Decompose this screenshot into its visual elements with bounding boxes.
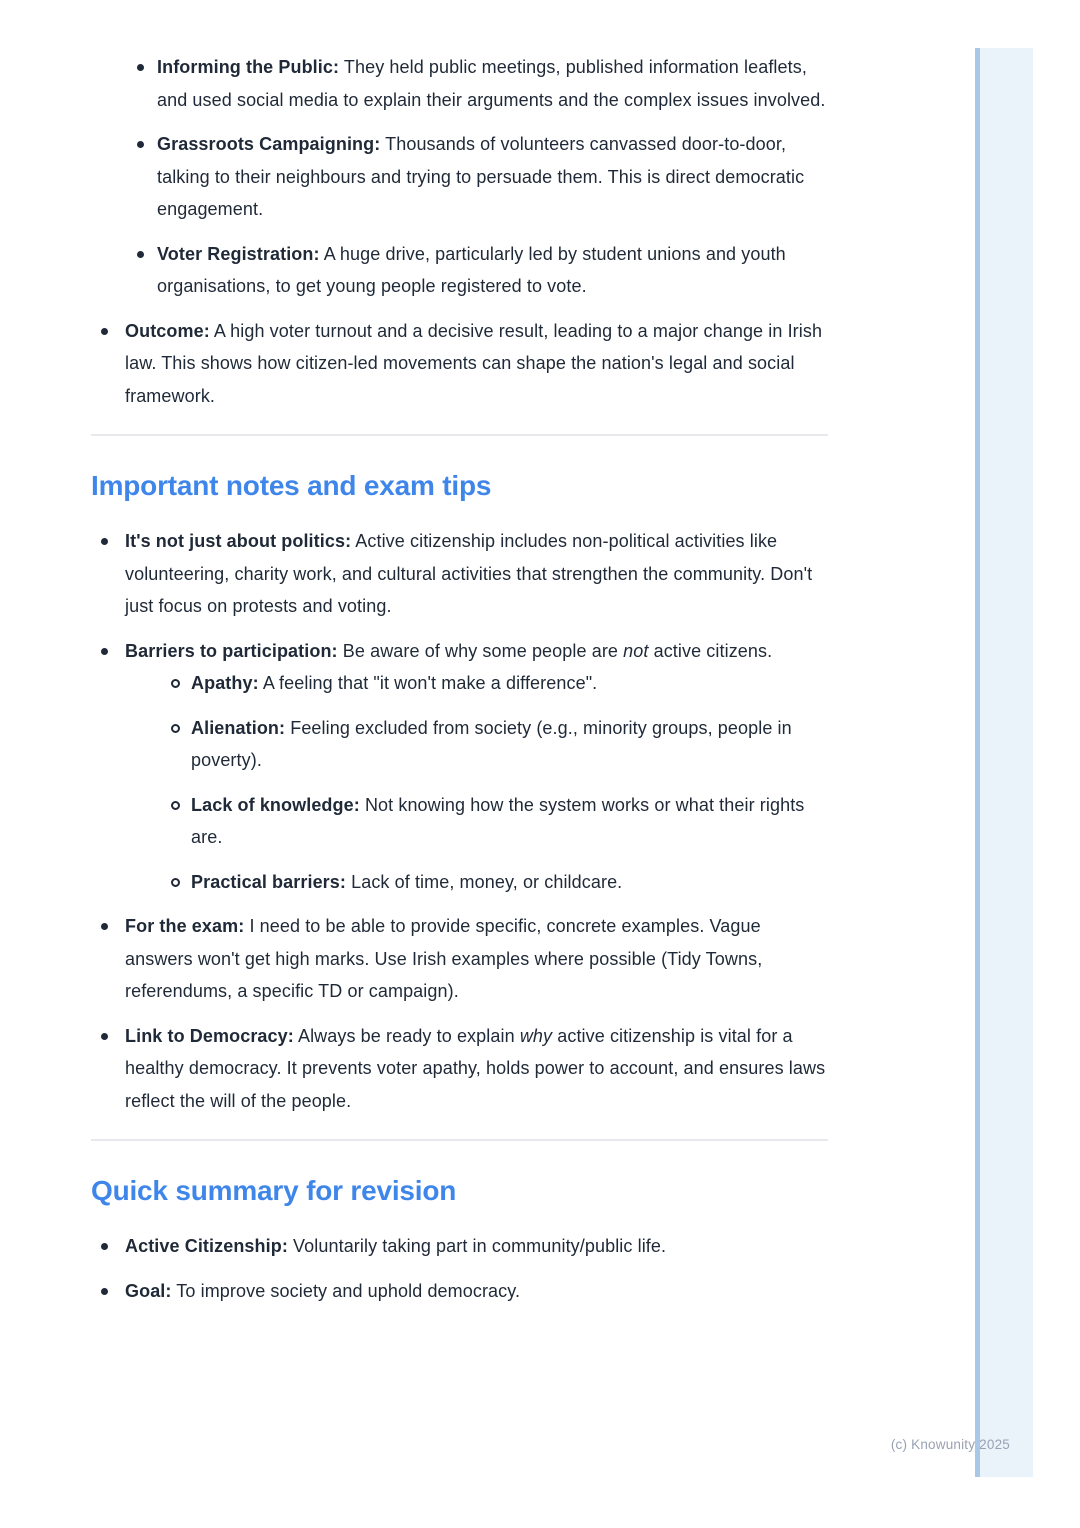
list-item [91, 238, 828, 303]
section-divider [91, 434, 828, 436]
item-lead: It's not just about politics: [125, 531, 352, 551]
item-lead: Apathy: [191, 673, 259, 693]
barriers-sub-list [125, 667, 828, 898]
list-item [125, 789, 828, 854]
notes-list [91, 525, 828, 1117]
list-item [91, 1230, 828, 1263]
item-lead: Voter Registration: [157, 243, 320, 264]
item-text: Thousands of volunteers canvassed door-to-door, talking to their neighbours and trying to persuade them. This is direct democratic engagement. [157, 134, 805, 219]
item-text: They held public meetings, published information leaflets, and used social media to explain their arguments and the complex issues involved. [157, 57, 826, 110]
page-right-border-strip [975, 48, 1033, 1477]
section-divider [91, 1139, 828, 1141]
list-item [91, 1275, 828, 1308]
item-text: A feeling that "it won't make a difference". [262, 673, 598, 693]
item-emphasis: not [623, 640, 649, 661]
list-item [91, 910, 828, 1008]
summary-list [91, 1230, 828, 1307]
section-heading-notes: Important notes and exam tips [91, 470, 492, 501]
item-text: Always be ready to explain [297, 1025, 515, 1046]
list-item [91, 128, 828, 226]
item-emphasis: why [519, 1025, 553, 1046]
item-lead: Link to Democracy: [125, 1025, 294, 1046]
campaign-methods-sub-list [91, 51, 828, 303]
item-text: active citizens. [653, 640, 773, 661]
item-lead: Lack of knowledge: [191, 794, 360, 815]
item-lead: Goal: [125, 1280, 172, 1301]
list-item [91, 635, 828, 899]
item-text: active citizenship is vital for a healthy democracy. It prevents voter apathy, holds power to account, and ensures laws reflect the will of the people. [125, 1025, 826, 1111]
item-lead: Barriers to participation: [125, 640, 338, 661]
item-text: Feeling excluded from society (e.g., minority groups, people in poverty). [191, 717, 792, 770]
item-text: To improve society and uphold democracy. [176, 1280, 521, 1301]
item-text: Active citizenship includes non-political activities like volunteering, charity work, and cultural activities that strengthen the community. Don't just focus on protests and voting. [125, 531, 813, 616]
list-item [91, 51, 828, 116]
section-heading-summary: Quick summary for revision [91, 1175, 457, 1206]
item-lead: Alienation: [191, 717, 286, 738]
copyright-footer: (c) Knowunity 2025 [890, 1437, 1010, 1452]
list-item [91, 1020, 828, 1118]
item-lead: Active Citizenship: [125, 1236, 288, 1256]
item-lead: For the exam: [125, 916, 245, 936]
item-text: A high voter turnout and a decisive result, leading to a major change in Irish law. This shows how citizen-led movements can shape the nation's legal and social framework. [125, 320, 823, 406]
item-lead: Grassroots Campaigning: [157, 134, 381, 154]
campaign-outcome-list [91, 315, 828, 413]
item-text: Lack of time, money, or childcare. [351, 871, 623, 892]
item-lead: Practical barriers: [191, 871, 346, 892]
list-item [125, 712, 828, 777]
list-item [91, 315, 828, 413]
item-lead: Informing the Public: [157, 57, 340, 77]
item-text: I need to be able to provide specific, concrete examples. Vague answers won't get high marks. Use Irish examples where possible (Tidy Towns, referendums, a specific TD or campaign). [125, 916, 763, 1001]
list-item [91, 525, 828, 623]
document-content [91, 51, 828, 1319]
list-item [125, 667, 828, 700]
list-item [125, 866, 828, 899]
item-lead: Outcome: [125, 320, 210, 341]
item-text: Voluntarily taking part in community/public life. [293, 1236, 667, 1256]
item-text: Not knowing how the system works or what their rights are. [191, 794, 805, 847]
item-text: A huge drive, particularly led by student unions and youth organisations, to get young people registered to vote. [157, 243, 786, 296]
item-text: Be aware of why some people are [342, 640, 619, 661]
